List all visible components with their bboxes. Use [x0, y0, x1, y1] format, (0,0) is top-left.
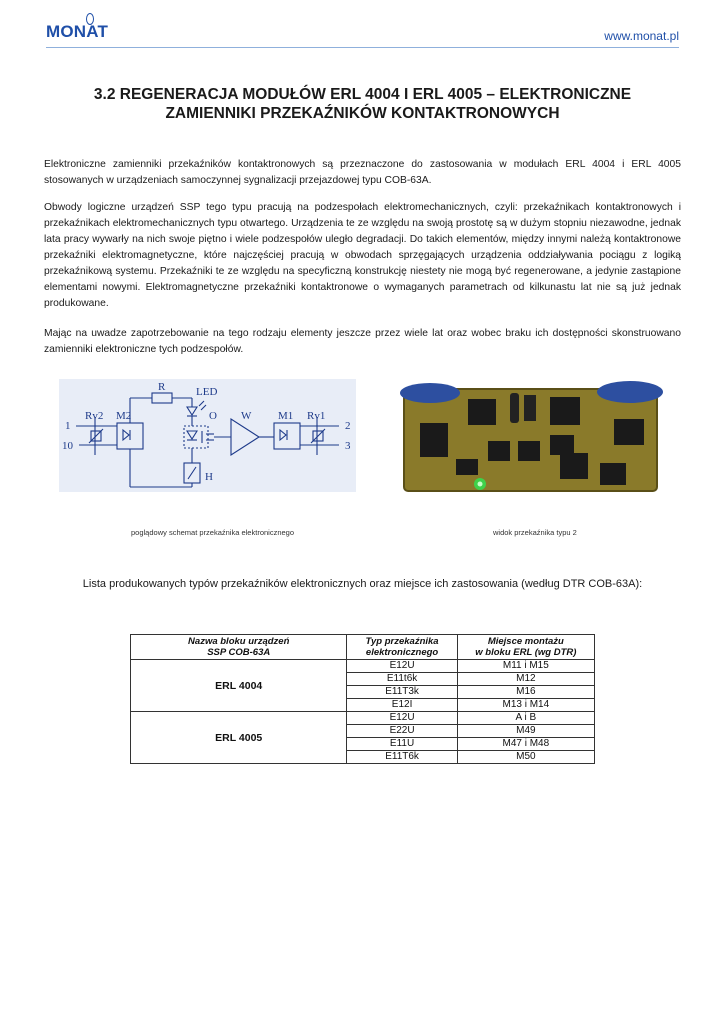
terminal-10: 10 [62, 440, 73, 452]
label-rv2: Rv2 [85, 410, 104, 422]
label-led: LED [196, 386, 218, 398]
mount-place-cell: M11 i M15 [457, 660, 594, 673]
terminal-2: 2 [345, 420, 351, 432]
photo-caption: widok przekaźnika typu 2 [493, 528, 577, 537]
mount-place-cell: M13 i M14 [457, 699, 594, 712]
mount-place-cell: M16 [457, 686, 594, 699]
relay-schematic [59, 379, 356, 492]
relay-type-cell: E11U [347, 738, 457, 751]
mount-place-cell: M47 i M48 [457, 738, 594, 751]
header-type-line2: elektronicznego [365, 647, 439, 658]
relay-type-cell: E12U [347, 712, 457, 725]
terminal-1: 1 [65, 420, 71, 432]
mount-place-cell: M50 [457, 751, 594, 764]
header-mount-place [457, 635, 594, 660]
schematic-caption: poglądowy schemat przekaźnika elektronicznego [131, 528, 295, 537]
label-h: H [205, 471, 213, 483]
website-link[interactable]: www.monat.pl [604, 29, 679, 43]
label-m2: M2 [116, 410, 132, 422]
mount-place-cell: M49 [457, 725, 594, 738]
monat-logo[interactable]: MONAT [46, 22, 109, 41]
relay-types-table [130, 634, 595, 764]
logo-mark-icon [86, 13, 94, 25]
title-line-1: 3.2 REGENERACJA MODUŁÓW ERL 4004 I ERL 4005 – ELEKTRONICZNE [93, 86, 632, 103]
paragraph-conclusion: Mając na uwadze zapotrzebowanie na tego rodzaju elementy jeszcze przez wiele lat oraz wobec braku ich dostępności skonstruowano zamienniki elektroniczne tych podzespołów. [44, 328, 681, 355]
block-name-cell: ERL 4004 [131, 660, 347, 712]
label-w: W [241, 410, 252, 422]
table-row [131, 712, 595, 725]
header-type-line1: Typ przekaźnika [365, 636, 439, 647]
header-place-line2: w bloku ERL (wg DTR) [475, 647, 577, 658]
relay-type-cell: E11T3k [347, 686, 457, 699]
section-title [46, 85, 679, 123]
label-o: O [209, 410, 217, 422]
title-line-2: ZAMIENNIKI PRZEKAŹNIKÓW KONTAKTRONOWYCH [165, 105, 560, 122]
relay-type-cell: E11t6k [347, 673, 457, 686]
header-divider [46, 47, 679, 48]
relay-photo [400, 379, 663, 496]
header-block-name [131, 635, 347, 660]
relay-type-cell: E12U [347, 660, 457, 673]
label-m1: M1 [278, 410, 294, 422]
relay-type-cell: E22U [347, 725, 457, 738]
header-relay-type [347, 635, 457, 660]
paragraph-intro: Elektroniczne zamienniki przekaźników kontaktronowych są przeznaczone do zastosowania w modułach ERL 4004 i ERL 4005 stosowanych w urządzeniach samoczynnej sygnalizacji przejazdowej typu COB-63A. [44, 159, 681, 186]
header-block-line2: SSP COB-63A [207, 647, 271, 658]
table-row [131, 660, 595, 673]
list-intro: Lista produkowanych typów przekaźników elektronicznych oraz miejsce ich zastosowania (według DTR COB-63A): [82, 578, 643, 590]
paragraph-description: Obwody logiczne urządzeń SSP tego typu pracują na podzespołach elektromechanicznych, czyli: przekaźnikach kontaktronowych i przekaźnikach elektromechanicznych typu otwartego. Urządzenia te ze względu na swoją prostotę są w dużym stopniu niezawodne, jednak lata pracy wywarły na nich swoje piętno i wiele podzespołów uległo degradacji. Do takich elementów, między innymi należą kontaktronowe przekaźniki elektromagnetyczne, które najczęściej pracują w obwodach sprzęgających urządzenia oddziaływania pociągu z logiką przekaźnikową systemu. Przekaźniki te ze względu na specyficzną konstrukcję niestety nie mogą być regenerowane, a jedynie zastąpione elementami nowymi. Elektromagnetyczne przekaźniki kontaktronowe o wymaganych parametrach od kilkunastu lat nie są już jednak produkowane. [44, 202, 681, 309]
table-header-row [131, 635, 595, 660]
header-place-line1: Miejsce montażu [487, 636, 564, 647]
relay-type-cell: E11T6k [347, 751, 457, 764]
label-rv1: Rv1 [307, 410, 326, 422]
mount-place-cell: M12 [457, 673, 594, 686]
block-name-cell: ERL 4005 [131, 712, 347, 764]
terminal-3: 3 [345, 440, 351, 452]
header-block-line1: Nazwa bloku urządzeń [188, 636, 290, 647]
label-r: R [158, 381, 166, 393]
mount-place-cell: A i B [457, 712, 594, 725]
relay-type-cell: E12I [347, 699, 457, 712]
